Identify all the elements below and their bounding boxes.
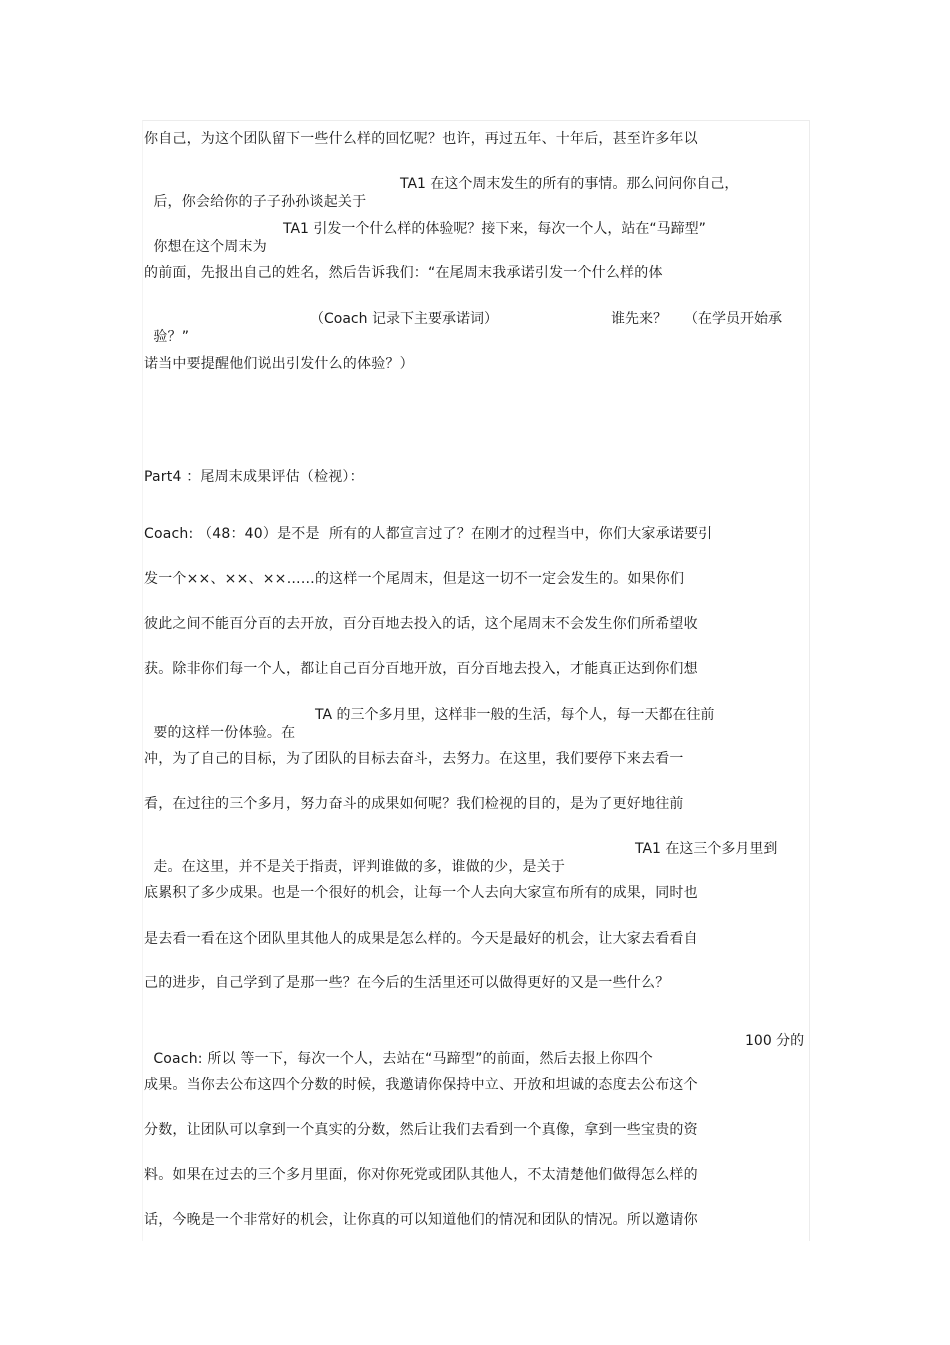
text-segment: 你想在这个周末为 bbox=[153, 239, 267, 255]
text-line: 料。如果在过去的三个多月里面，你对你死党或团队其他人，不太清楚他们做得怎么样的 bbox=[144, 1167, 698, 1183]
text-segment: TA1 在这三个多月里到 bbox=[635, 841, 778, 857]
text-line: 分数，让团队可以拿到一个真实的分数，然后让我们去看到一个真像，拿到一些宝贵的资 bbox=[144, 1122, 698, 1138]
text-line: 彼此之间不能百分百的去开放，百分百地去投入的话，这个尾周末不会发生你们所希望收 bbox=[144, 616, 698, 632]
text-line: 是去看一看在这个团队里其他人的成果是怎么样的。今天是最好的机会，让大家去看看自 bbox=[144, 931, 698, 947]
text-line bbox=[144, 1032, 653, 1068]
text-segment: 要的这样一份体验。在 bbox=[153, 725, 296, 741]
text-line bbox=[144, 840, 565, 876]
text-segment: 后，你会给你的子子孙孙谈起关于 bbox=[153, 194, 367, 210]
text-line: 话，今晚是一个非常好的机会，让你真的可以知道他们的情况和团队的情况。所以邀请你 bbox=[144, 1212, 698, 1228]
text-line bbox=[144, 310, 189, 346]
text-line: 成果。当你去公布这四个分数的时候，我邀请你保持中立、开放和坦诚的态度去公布这个 bbox=[144, 1077, 698, 1093]
text-line: 冲，为了自己的目标，为了团队的目标去奋斗，去努力。在这里，我们要停下来去看一 bbox=[144, 751, 684, 767]
section-heading: Part4 ：尾周末成果评估（检视）： bbox=[144, 469, 364, 485]
text-segment: Coach: 所以 等一下，每次一个人，去站在“马蹄型”的前面，然后去报上你四个 bbox=[153, 1051, 653, 1067]
text-line: 诺当中要提醒他们说出引发什么的体验？） bbox=[144, 356, 414, 372]
text-line: 看，在过往的三个多月，努力奋斗的成果如何呢？我们检视的目的，是为了更好地往前 bbox=[144, 796, 684, 812]
text-line: 获。除非你们每一个人，都让自己百分百地开放，百分百地去投入，才能真正达到你们想 bbox=[144, 661, 698, 677]
text-line bbox=[144, 220, 267, 256]
text-line: Coach: （48：40）是不是 所有的人都宣言过了？在刚才的过程当中，你们大家承诺要引 bbox=[144, 526, 713, 542]
text-segment: 验？” bbox=[153, 329, 190, 345]
text-segment: TA1 引发一个什么样的体验呢？接下来，每次一个人，站在“马蹄型” bbox=[283, 221, 706, 237]
text-segment: 谁先来？ bbox=[611, 311, 667, 327]
text-line bbox=[144, 706, 295, 742]
text-segment: 100 分的 bbox=[745, 1033, 805, 1049]
text-segment: （在学员开始承 bbox=[684, 311, 782, 327]
text-line: 发一个××、××、××……的这样一个尾周末，但是这一切不一定会发生的。如果你们 bbox=[144, 571, 685, 587]
text-line: 底累积了多少成果。也是一个很好的机会，让每一个人去向大家宣布所有的成果，同时也 bbox=[144, 885, 698, 901]
text-line bbox=[144, 175, 366, 211]
page-frame bbox=[142, 120, 810, 1241]
text-segment: （Coach 记录下主要承诺词） bbox=[310, 311, 498, 327]
text-line: 的前面，先报出自己的姓名，然后告诉我们：“在尾周末我承诺引发一个什么样的体 bbox=[144, 265, 663, 281]
text-segment: TA 的三个多月里，这样非一般的生活，每个人，每一天都在往前 bbox=[315, 707, 715, 723]
text-segment: TA1 在这个周末发生的所有的事情。那么问问你自己， bbox=[400, 176, 739, 192]
text-segment: 走。在这里，并不是关于指责，评判谁做的多，谁做的少，是关于 bbox=[153, 859, 566, 875]
text-line: 己的进步，自己学到了是那一些？在今后的生活里还可以做得更好的又是一些什么？ bbox=[144, 975, 670, 991]
text-line: 你自己，为这个团队留下一些什么样的回忆呢？也许，再过五年、十年后，甚至许多年以 bbox=[144, 131, 698, 147]
